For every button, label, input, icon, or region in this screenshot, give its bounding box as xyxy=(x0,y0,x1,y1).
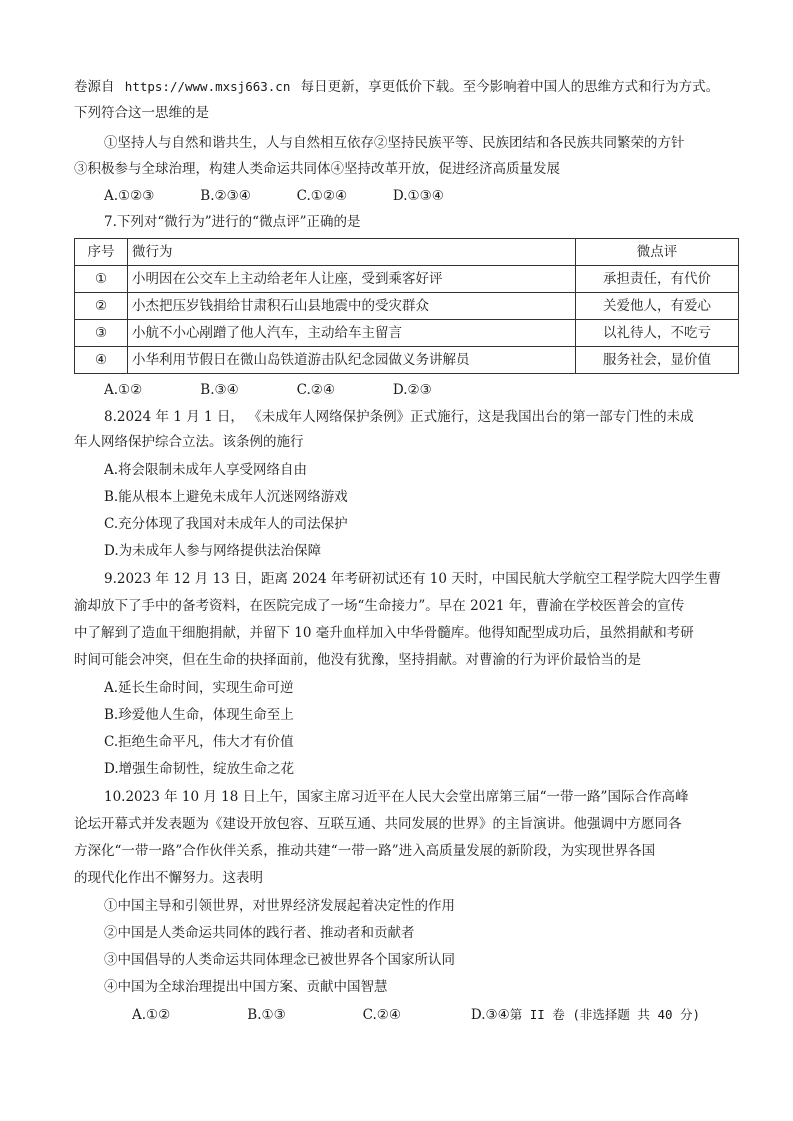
intro-prefix: 卷源自 xyxy=(74,79,115,95)
q9-option-a[interactable]: A.延长生命时间，实现生命可逆 xyxy=(104,680,294,696)
q8-option-d[interactable]: D.为未成年人参与网络提供法治保障 xyxy=(104,543,322,559)
row-comment: 以礼待人，不吃亏 xyxy=(576,320,739,347)
option-c[interactable]: C.②④ xyxy=(362,1007,401,1023)
intro-statement-line-2: ③积极参与全球治理，构建人类命运共同体④坚持改革开放，促进经济高质量发展 xyxy=(74,161,560,177)
q9-option-c[interactable]: C.拒绝生命平凡，伟大才有价值 xyxy=(104,734,294,750)
q8-option-a[interactable]: A.将会限制未成年人享受网络自由 xyxy=(104,462,308,478)
q9-option-d[interactable]: D.增强生命韧性，绽放生命之花 xyxy=(104,761,295,777)
option-a[interactable]: A.①②③ xyxy=(104,188,155,204)
option-d[interactable]: D.①③④ xyxy=(392,188,444,204)
q10-stem-line-2: 论坛开幕式并发表题为《建设开放包容、互联互通、共同发展的世界》的主旨演讲。他强调中方愿同各 xyxy=(74,816,682,832)
q10-statement-4: ④中国为全球治理提出中国方案、贡献中国智慧 xyxy=(104,979,388,995)
option-c[interactable]: C.②④ xyxy=(296,382,335,398)
q8-option-c[interactable]: C.充分体现了我国对未成年人的司法保护 xyxy=(104,516,348,532)
section-title: 第 II 卷 (非选择题 共 40 分) xyxy=(509,1007,701,1022)
q10-stem-line-4: 的现代化作出不懈努力。这表明 xyxy=(74,870,263,886)
q10-stem-line-1: 10.2023 年 10 月 18 日上午，国家主席习近平在人民大会堂出席第三届“一带一路”国际合作高峰 xyxy=(104,789,689,805)
row-number: ④ xyxy=(75,347,128,374)
table-row xyxy=(75,320,739,347)
q8-option-b[interactable]: B.能从根本上避免未成年人沉迷网络游戏 xyxy=(104,489,348,505)
intro-suffix: 每日更新，享更低价下载。至今影响着中国人的思维方式和行为方式。 xyxy=(300,79,720,95)
header-number: 序号 xyxy=(75,239,128,266)
row-behavior: 小华利用节假日在微山岛铁道游击队纪念园做义务讲解员 xyxy=(128,347,576,374)
q7-options xyxy=(104,381,432,399)
q9-stem-line-1: 9.2023 年 12 月 13 日，距离 2024 年考研初试还有 10 天时，中国民航大学航空工程学院大四学生曹 xyxy=(104,571,722,587)
row-number: ② xyxy=(75,293,128,320)
table-row xyxy=(75,266,739,293)
source-url-link[interactable]: https://www.mxsj663.cn xyxy=(124,79,291,94)
table-row xyxy=(75,347,739,374)
row-comment: 关爱他人，有爱心 xyxy=(576,293,739,320)
q9-stem-line-2: 渝却放下了手中的备考资料，在医院完成了一场“生命接力”。早在 2021 年，曹渝在学校医普会的宣传 xyxy=(74,598,685,614)
header-behavior: 微行为 xyxy=(128,239,576,266)
q10-statement-3: ③中国倡导的人类命运共同体理念已被世界各个国家所认同 xyxy=(104,952,455,968)
q8-stem-line-1: 8.2024 年 1 月 1 日， 《未成年人网络保护条例》正式施行，这是我国出台的第一部专门性的未成 xyxy=(104,409,694,425)
intro-question-line: 下列符合这一思维的是 xyxy=(74,105,209,121)
q10-stem-line-3: 方深化“一带一路”合作伙伴关系，推动共建“一带一路”进入高质量发展的新阶段，为实现世界各国 xyxy=(74,843,656,859)
intro-line-1 xyxy=(74,78,719,96)
option-c[interactable]: C.①②④ xyxy=(296,188,348,204)
row-behavior: 小明因在公交车上主动给老年人让座，受到乘客好评 xyxy=(128,266,576,293)
q9-option-b[interactable]: B.珍爱他人生命，体现生命至上 xyxy=(104,707,294,723)
row-number: ③ xyxy=(75,320,128,347)
option-b[interactable]: B.②③④ xyxy=(200,188,251,204)
row-behavior: 小杰把压岁钱捐给甘肃积石山县地震中的受灾群众 xyxy=(128,293,576,320)
row-behavior: 小航不小心剐蹭了他人汽车，主动给车主留言 xyxy=(128,320,576,347)
option-a[interactable]: A.①② xyxy=(132,1007,171,1023)
option-d[interactable]: D.③④ xyxy=(470,1007,510,1023)
option-b[interactable]: B.③④ xyxy=(200,382,239,398)
q7-stem: 7.下列对“微行为”进行的“微点评”正确的是 xyxy=(104,214,361,230)
option-a[interactable]: A.①② xyxy=(104,382,143,398)
q10-statement-2: ②中国是人类命运共同体的践行者、推动者和贡献者 xyxy=(104,925,415,941)
row-number: ① xyxy=(75,266,128,293)
row-comment: 承担责任，有代价 xyxy=(576,266,739,293)
q9-stem-line-4: 时间可能会冲突，但在生命的抉择面前，他没有犹豫，坚持捐献。对曹渝的行为评价最恰当的是 xyxy=(74,652,641,668)
q8-stem-line-2: 年人网络保护综合立法。该条例的施行 xyxy=(74,434,304,450)
q7-table-header xyxy=(75,239,739,266)
row-comment: 服务社会，显价值 xyxy=(576,347,739,374)
table-row xyxy=(75,293,739,320)
header-comment: 微点评 xyxy=(576,239,739,266)
option-b[interactable]: B.①③ xyxy=(247,1007,286,1023)
option-d[interactable]: D.②③ xyxy=(392,382,432,398)
intro-statement-line-1: ①坚持人与自然和谐共生，人与自然相互依存②坚持民族平等、民族团结和各民族共同繁荣的方针 xyxy=(104,135,685,151)
q7-table xyxy=(74,238,739,374)
q10-statement-1: ①中国主导和引领世界，对世界经济发展起着决定性的作用 xyxy=(104,898,455,914)
intro-options xyxy=(104,187,444,205)
q10-options xyxy=(132,1006,700,1024)
q9-stem-line-3: 中了解到了造血干细胞捐献，并留下 10 毫升血样加入中华骨髓库。他得知配型成功后，虽然捐献和考研 xyxy=(74,625,694,641)
